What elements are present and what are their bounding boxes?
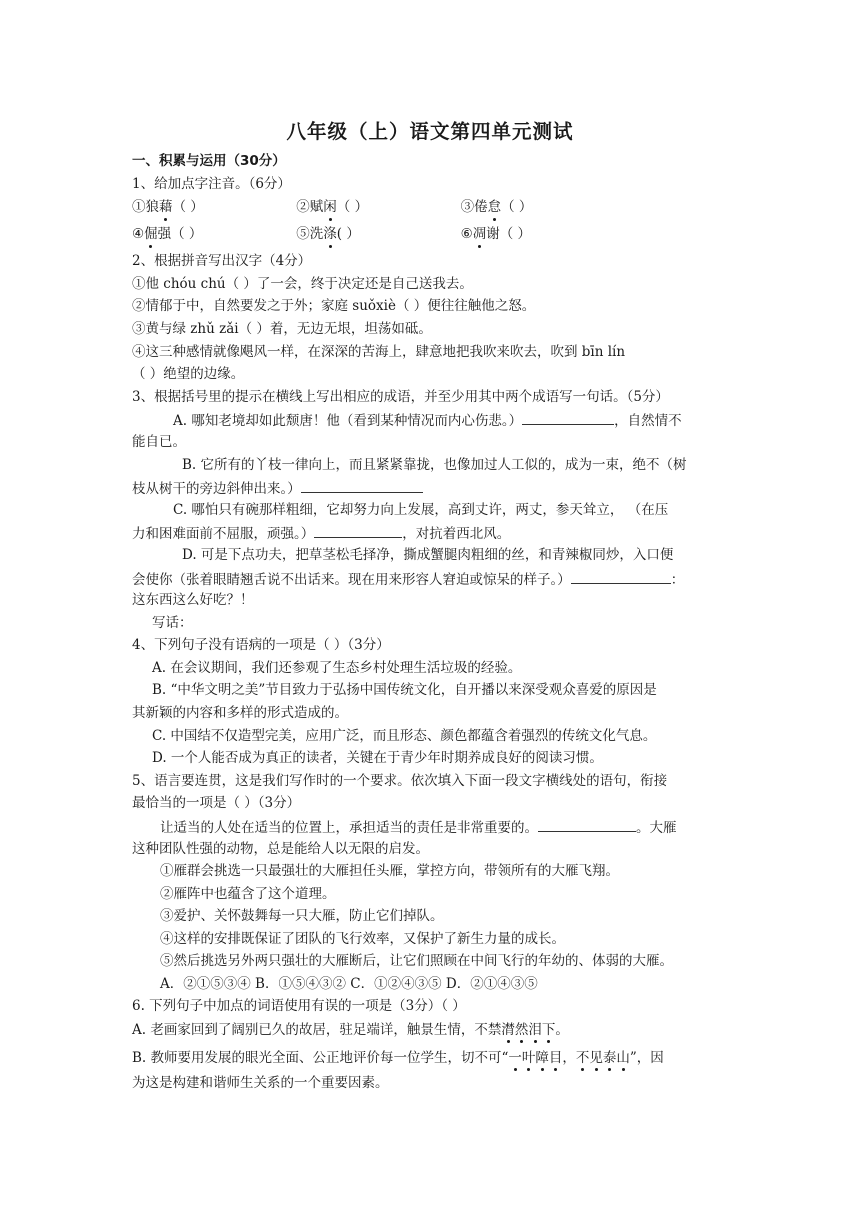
question-2-stem: 2、根据拼音写出汉字（4分）: [132, 253, 312, 269]
question-2-line-4: ④这三种感情就像飓风一样，在深深的苦海上，肆意地把我吹来吹去，吹到 bīn lín: [132, 344, 626, 360]
item-5: ⑤洗涤( ）: [296, 226, 360, 242]
answer-blank[interactable]: [314, 523, 402, 538]
question-3-b-line-2: 枝从树干的旁边斜伸出来。）: [132, 478, 423, 498]
question-5-passage-line-1: 让适当的人处在适当的位置上，承担适当的责任是非常重要的。 。大雁: [160, 817, 677, 837]
question-3-stem: 3、根据括号里的提示在横线上写出相应的成语，并至少用其中两个成语写一句话。（5分）: [132, 389, 669, 405]
item-3: ③倦怠（ ）: [460, 199, 533, 215]
question-1-row-2: [132, 225, 531, 243]
question-6-option-a: A. 老画家回到了阔别已久的故居，驻足端详，触景生情，不禁潸然泪下。: [132, 1022, 569, 1038]
question-3-d-line-1: D. 可是下点功夫，把草茎松毛择净，撕成蟹腿肉粗细的丝，和青辣椒同炒，入口便: [182, 547, 674, 563]
page-title: 八年级（上）语文第四单元测试: [286, 120, 574, 143]
question-1-row-1: [132, 198, 532, 216]
question-5-stem-line-1: 5、语言要连贯，这是我们写作时的一个要求。依次填入下面一段文字横线处的语句，衔接: [132, 773, 668, 789]
question-1-stem: 1、给加点字注音。（6分）: [132, 176, 291, 192]
question-3-c-line-1: C. 哪怕只有碗那样粗细，它却努力向上发展，高到丈许，两丈，参天耸立， （在压: [173, 502, 669, 518]
dotted-phrase: 潸然泪下: [501, 1022, 556, 1038]
question-3-c-line-2: 力和困难面前不屈服，顽强。） ，对抗着西北风。: [132, 523, 510, 543]
question-5-choices: A．②①⑤③④ B．①⑤④③② C．①②④③⑤ D．②①④③⑤: [160, 976, 538, 992]
dotted-phrase: 一叶障目，不见泰山: [508, 1050, 630, 1066]
question-3-b-line-1: B. 它所有的丫枝一律向上，而且紧紧靠拢，也像加过人工似的，成为一束，绝不（树: [182, 457, 687, 473]
question-6-stem: 6. 下列句子中加点的词语使用有误的一项是（3分）（ ）: [132, 998, 466, 1014]
question-5-stem-line-2: 最恰当的一项是（ ）（3分）: [132, 795, 301, 811]
question-3-a-line-1: A. 哪知老境却如此颓唐！他（看到某种情况而内心伤悲。） ，自然情不: [173, 410, 682, 430]
question-5-passage-line-2: 这种团队性强的动物，总是能给人以无限的启发。: [132, 841, 429, 857]
question-6-option-b-line-2: 为这是构建和谐师生关系的一个重要因素。: [132, 1075, 389, 1091]
item-1: ①狼藉（ ）: [132, 199, 204, 215]
question-4-option-b-line-1: B. “中华文明之美”节目致力于弘扬中国传统文化，自开播以来深受观众喜爱的原因是: [152, 682, 657, 698]
question-5-sentence-4: ④这样的安排既保证了团队的飞行效率，又保护了新生力量的成长。: [160, 931, 565, 947]
question-5-sentence-3: ③爱护、关怀鼓舞每一只大雁，防止它们掉队。: [160, 908, 444, 924]
question-5-sentence-5: ⑤然后挑选另外两只强壮的大雁断后，让它们照顾在中间飞行的年幼的、体弱的大雁。: [160, 953, 673, 969]
item-4: ④倔强（ ）: [132, 226, 203, 242]
question-2-line-2: ②情郁于中，自然要发之于外；家庭 suǒxiè（ ）便往往触他之怒。: [132, 298, 536, 314]
item-6: ⑥凋谢（ ）: [460, 226, 531, 242]
question-2-line-5: （ ）绝望的边缘。: [132, 366, 245, 382]
question-5-sentence-1: ①雁群会挑选一只最强壮的大雁担任头雁，掌控方向，带领所有的大雁飞翔。: [160, 863, 619, 879]
question-3-d-line-3: 这东西这么好吃？！: [132, 592, 254, 608]
answer-blank[interactable]: [522, 410, 614, 425]
question-4-option-d: D. 一个人能否成为真正的读者，关键在于青少年时期养成良好的阅读习惯。: [152, 750, 603, 766]
question-2-line-3: ③黄与绿 zhǔ zǎi（ ）着，无边无垠，坦荡如砥。: [132, 321, 432, 337]
item-2: ②赋闲（ ）: [296, 199, 369, 215]
question-5-sentence-2: ②雁阵中也蕴含了这个道理。: [160, 886, 336, 902]
question-2-line-1: ①他 chóu chú（ ）了一会，终于决定还是自己送我去。: [132, 276, 473, 292]
answer-blank[interactable]: [301, 478, 423, 493]
question-4-option-b-line-2: 其新颖的内容和多样的形式造成的。: [132, 705, 348, 721]
question-4-option-a: A. 在会议期间，我们还参观了生态乡村处理生活垃圾的经验。: [152, 660, 522, 676]
question-4-stem: 4、下列句子没有语病的一项是（ ）（3分）: [132, 637, 390, 653]
question-3-d-line-2: 会使你（张着眼睛翘舌说不出话来。现在用来形容人窘迫或惊呆的样子。） ：: [132, 569, 684, 589]
question-4-option-c: C. 中国结不仅造型完美，应用广泛，而且形态、颜色都蕴含着强烈的传统文化气息。: [152, 728, 657, 744]
question-3-a-line-2: 能自已。: [132, 434, 186, 450]
question-3-write-label: 写话：: [152, 615, 193, 631]
question-6-option-b-line-1: B. 教师要用发展的眼光全面、公正地评价每一位学生，切不可“一叶障目，不见泰山”，因: [132, 1050, 664, 1066]
answer-blank[interactable]: [571, 569, 671, 584]
answer-blank[interactable]: [538, 817, 636, 832]
section-heading: 一、积累与运用（30分）: [132, 153, 286, 169]
